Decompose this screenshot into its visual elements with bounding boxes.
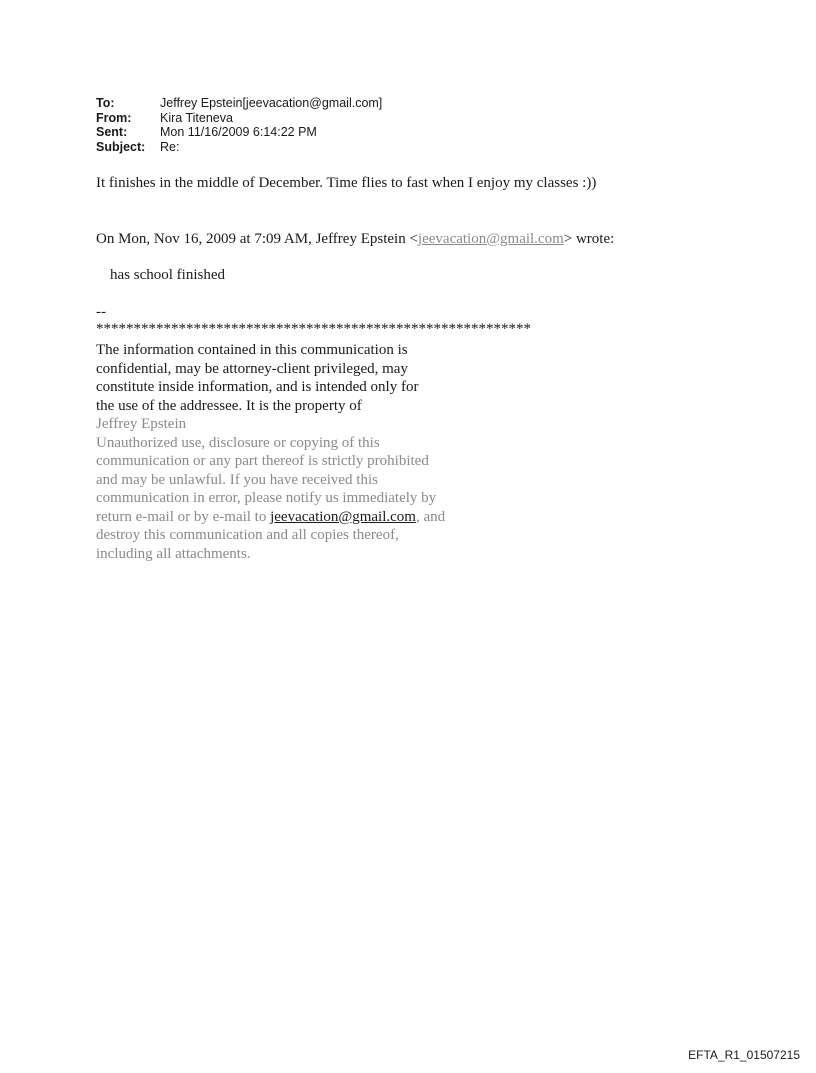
quoted-text: has school finished — [110, 267, 225, 283]
document-id: EFTA_R1_01507215 — [688, 1048, 800, 1062]
message-body: It finishes in the middle of December. Time flies to fast when I enjoy my classes :)) — [96, 175, 597, 191]
subject-label: Subject: — [96, 139, 146, 154]
signature-dashes: -- — [96, 304, 106, 320]
from-label: From: — [96, 110, 132, 125]
sent-row — [96, 125, 382, 140]
disclaimer-line: communication or any part thereof is strictly prohibited — [96, 453, 429, 469]
quote-intro — [96, 230, 614, 249]
subject-row — [96, 140, 382, 155]
email-header — [96, 96, 382, 154]
quote-intro-suffix: > wrote: — [563, 231, 615, 247]
disclaimer-line: The information contained in this communication is — [96, 342, 408, 358]
disclaimer-email-link[interactable]: jeevacation@gmail.com — [270, 508, 416, 525]
from-row — [96, 111, 382, 126]
sent-label: Sent: — [96, 125, 128, 139]
quote-intro-email-link[interactable]: jeevacation@gmail.com — [417, 231, 564, 247]
disclaimer-line — [96, 508, 516, 527]
disclaimer-email-suffix: , and — [415, 508, 446, 525]
quote-intro-prefix: On Mon, Nov 16, 2009 at 7:09 AM, Jeffrey Epstein < — [96, 231, 418, 247]
to-label: To: — [96, 96, 115, 110]
from-value: Kira Titeneva — [160, 110, 233, 125]
disclaimer-line: the use of the addressee. It is the property of — [96, 397, 362, 414]
disclaimer-line: destroy this communication and all copies thereof, — [96, 527, 399, 543]
to-row — [96, 96, 382, 111]
disclaimer-line: and may be unlawful. If you have received this — [96, 471, 378, 488]
disclaimer-line: constitute inside information, and is intended only for — [96, 379, 419, 395]
subject-value: Re: — [160, 139, 180, 154]
to-value: Jeffrey Epstein[jeevacation@gmail.com] — [160, 96, 383, 110]
disclaimer-line: including all attachments. — [96, 545, 251, 562]
disclaimer-line: communication in error, please notify us immediately by — [96, 490, 437, 506]
disclaimer-line: Jeffrey Epstein — [96, 416, 187, 432]
signature-stars: ********************************************************** — [96, 321, 531, 337]
disclaimer — [96, 341, 516, 563]
disclaimer-line: Unauthorized use, disclosure or copying of this — [96, 434, 380, 451]
sent-value: Mon 11/16/2009 6:14:22 PM — [160, 125, 317, 139]
disclaimer-line: confidential, may be attorney-client privileged, may — [96, 360, 408, 377]
disclaimer-email-prefix: return e-mail or by e-mail to — [96, 508, 271, 525]
